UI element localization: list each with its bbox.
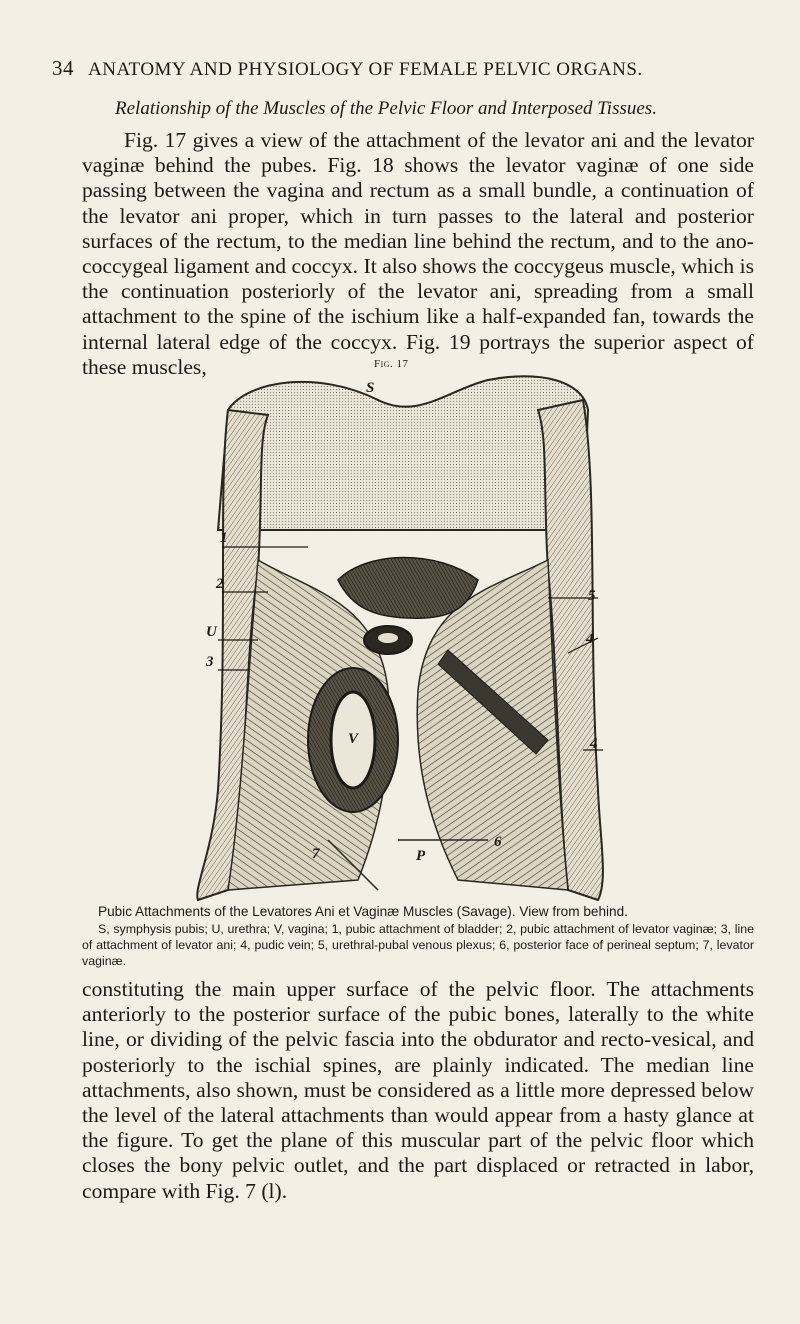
label-3: 3	[206, 654, 214, 670]
label-u: U	[206, 624, 217, 640]
urethral-plexus	[338, 558, 478, 619]
section-title: Relationship of the Muscles of the Pelvic Floor and Interposed Tissues.	[115, 98, 657, 119]
label-v: V	[348, 731, 359, 747]
running-head	[52, 56, 752, 81]
pubic-bone-outline	[218, 376, 588, 530]
figure-caption	[82, 904, 754, 969]
label-5: 5	[588, 588, 596, 604]
figure-label: Fig. 17	[374, 358, 409, 370]
paragraph-2: constituting the main upper surface of the pelvic floor. The attachments anteriorly to the posterior surface of the pubic bones, laterally to the white line, or dividing of the pelvic fascia into the obdurator and recto-vesical, and posteriorly to the ischial spines, are plainly indicated. The median line attachments, also shown, must be considered as a little more depressed below the level of the lateral attachments than would appear from a hasty glance at the figure. To get the plane of this muscular part of the pelvic floor which closes the bony pelvic outlet, and the part displaced or retracted in labor, compare with Fig. 7 (l).	[82, 977, 754, 1203]
paragraph-1: Fig. 17 gives a view of the attachment of the levator ani and the levator vaginæ behind the pubes. Fig. 18 shows the levator vaginæ of one side passing between the vagina and rectum as a small bundle, a continuation of the levator ani proper, which in turn passes to the lateral and posterior surfaces of the rectum, to the median line behind the rectum, and to the ano-coccygeal ligament and coccyx. It also shows the coccygeus muscle, which is the continuation posteriorly of the levator ani, spreading from a small attachment to the spine of the ischium like a half-expanded fan, towards the internal lateral edge of the coccyx. Fig. 19 portrays the superior aspect of these muscles,	[82, 128, 754, 379]
label-s: S	[366, 380, 375, 396]
label-4b: 4	[590, 736, 598, 752]
page-number: 34	[52, 56, 74, 80]
running-head-title: ANATOMY AND PHYSIOLOGY OF FEMALE PELVIC ORGANS.	[88, 59, 643, 80]
label-6: 6	[494, 834, 502, 850]
label-7: 7	[312, 846, 320, 862]
label-2: 2	[216, 576, 224, 592]
label-1: 1	[220, 530, 228, 546]
label-p: P	[416, 848, 426, 864]
caption-body: S, symphysis pubis; U, urethra; V, vagina; 1, pubic attachment of bladder; 2, pubic attachment of levator vaginæ; 3, line of attachment of levator ani; 4, pudic vein; 5, urethral-pubal venous plexus; 6, posterior face of perineal septum; 7, levator vaginæ.	[82, 922, 754, 968]
caption-title: Pubic Attachments of the Levatores Ani et Vaginæ Muscles (Savage). View from behind.	[98, 904, 628, 919]
label-4a: 4	[586, 631, 594, 647]
anatomical-figure	[188, 370, 608, 910]
